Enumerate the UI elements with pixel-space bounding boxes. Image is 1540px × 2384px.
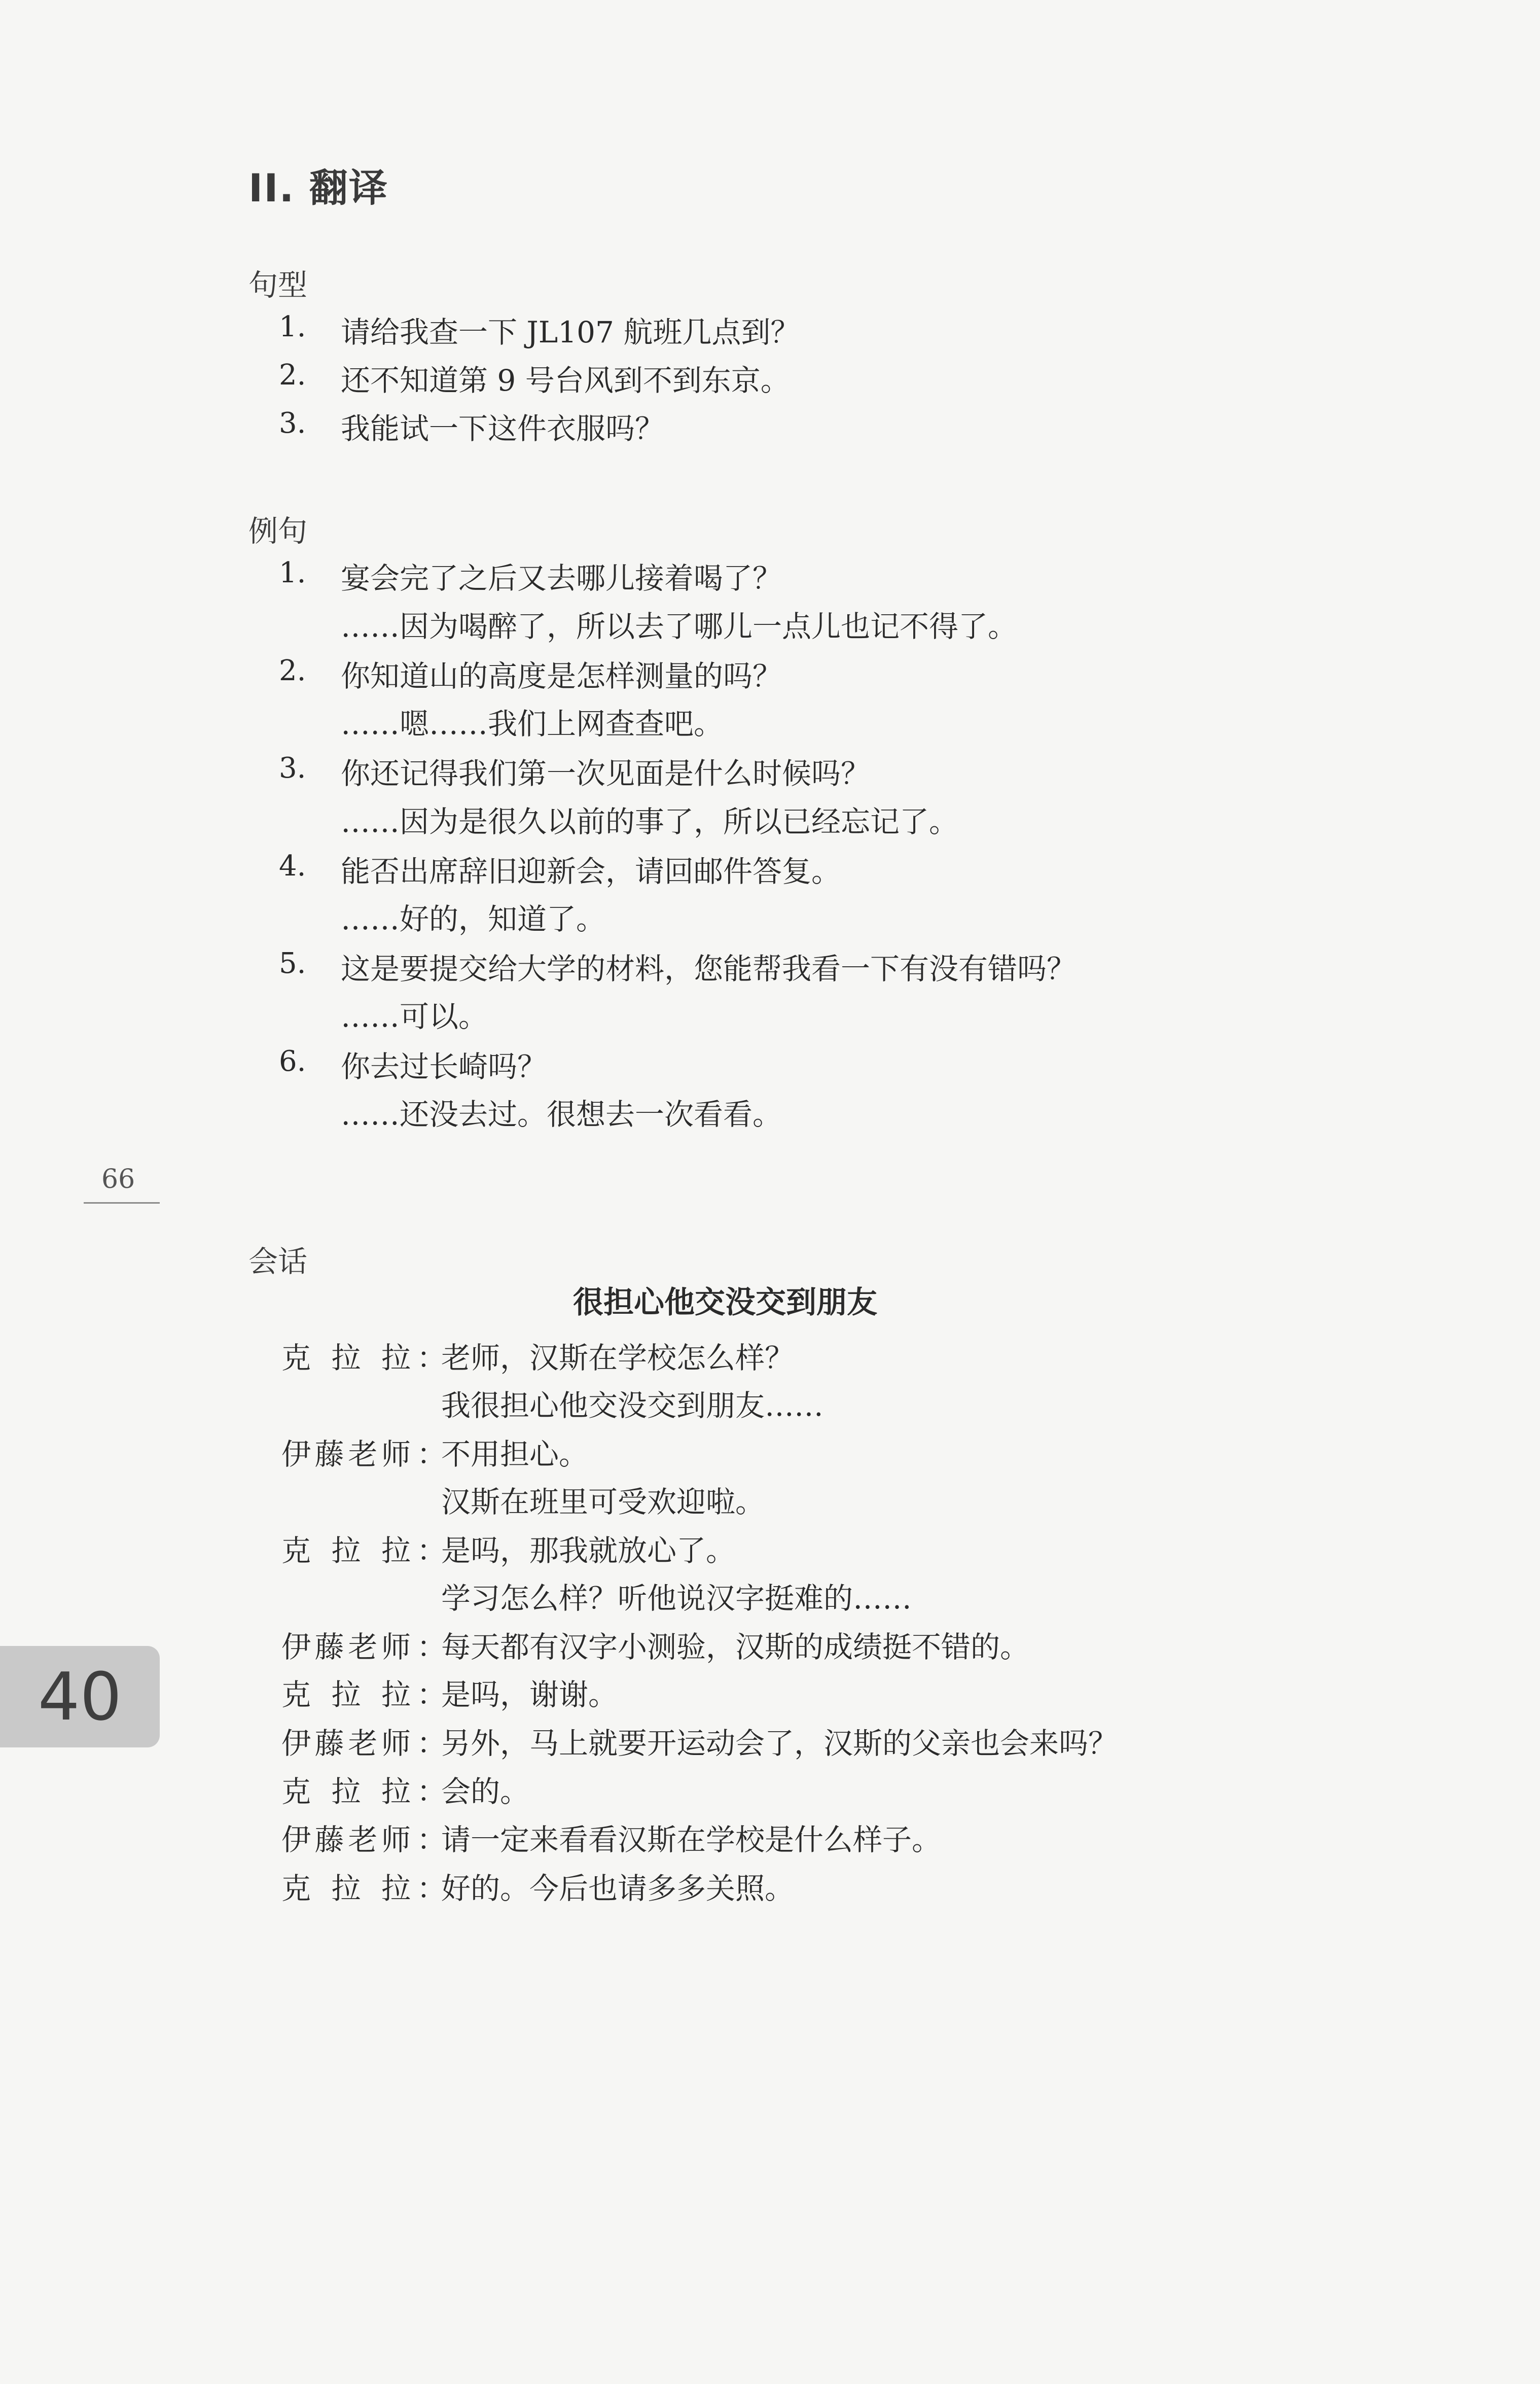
example-answer: ……因为喝醉了，所以去了哪儿一点儿也记不得了。 bbox=[341, 609, 1018, 644]
examples-label: 例句 bbox=[248, 514, 308, 548]
example-question: 能否出席辞旧迎新会，请回邮件答复。 bbox=[341, 854, 841, 889]
speaker-colon: ： bbox=[417, 1677, 447, 1712]
dialogue-line: 会的。 bbox=[441, 1774, 530, 1809]
speaker-name: 伊藤老师 bbox=[281, 1437, 411, 1471]
example-answer: ……嗯……我们上网查查吧。 bbox=[341, 707, 724, 741]
dialogue-line: 是吗，那我就放心了。 bbox=[441, 1533, 736, 1568]
speaker-name: 克拉拉 bbox=[281, 1677, 411, 1712]
example-number: 4. bbox=[279, 850, 306, 883]
page-number-rule bbox=[84, 1202, 160, 1204]
example-answer: ……可以。 bbox=[341, 999, 488, 1034]
speaker-name: 伊藤老师 bbox=[281, 1822, 411, 1857]
dialogue-line: 学习怎么样？听他说汉字挺难的…… bbox=[441, 1581, 912, 1616]
page-number: 66 bbox=[101, 1164, 135, 1195]
dialogue-line: 请一定来看看汉斯在学校是什么样子。 bbox=[441, 1822, 942, 1857]
example-number: 3. bbox=[279, 752, 306, 785]
dialogue-title: 很担心他交没交到朋友 bbox=[573, 1285, 877, 1320]
pattern-number: 2. bbox=[279, 359, 306, 392]
speaker-name: 克拉拉 bbox=[281, 1533, 411, 1568]
speaker-name: 伊藤老师 bbox=[281, 1630, 411, 1664]
dialogue-line: 是吗，谢谢。 bbox=[441, 1677, 618, 1712]
example-number: 2. bbox=[279, 654, 306, 687]
sentence-patterns-label: 句型 bbox=[248, 268, 308, 302]
conversation-label: 会话 bbox=[248, 1244, 308, 1279]
example-question: 你还记得我们第一次见面是什么时候吗？ bbox=[341, 756, 871, 791]
section-heading: II. 翻译 bbox=[248, 165, 388, 211]
speaker-colon: ： bbox=[417, 1822, 447, 1857]
speaker-colon: ： bbox=[417, 1341, 447, 1375]
example-number: 6. bbox=[279, 1045, 306, 1078]
dialogue-line: 好的。今后也请多多关照。 bbox=[441, 1871, 795, 1906]
dialogue-line: 每天都有汉字小测验，汉斯的成绩挺不错的。 bbox=[441, 1630, 1030, 1664]
speaker-colon: ： bbox=[417, 1871, 447, 1906]
example-question: 宴会完了之后又去哪儿接着喝了？ bbox=[341, 561, 782, 595]
lesson-number: 40 bbox=[38, 1658, 122, 1735]
dialogue-line: 另外，马上就要开运动会了，汉斯的父亲也会来吗？ bbox=[441, 1726, 1118, 1761]
speaker-colon: ： bbox=[417, 1533, 447, 1568]
example-number: 1. bbox=[279, 556, 306, 589]
example-question: 你知道山的高度是怎样测量的吗？ bbox=[341, 659, 782, 693]
pattern-text: 还不知道第 9 号台风到不到东京。 bbox=[341, 363, 790, 398]
example-answer: ……还没去过。很想去一次看看。 bbox=[341, 1097, 782, 1132]
speaker-name: 克拉拉 bbox=[281, 1341, 411, 1375]
speaker-colon: ： bbox=[417, 1630, 447, 1664]
speaker-name: 克拉拉 bbox=[281, 1871, 411, 1906]
example-question: 你去过长崎吗？ bbox=[341, 1049, 547, 1084]
speaker-colon: ： bbox=[417, 1774, 447, 1809]
speaker-colon: ： bbox=[417, 1726, 447, 1761]
example-answer: ……因为是很久以前的事了，所以已经忘记了。 bbox=[341, 804, 959, 839]
example-answer: ……好的，知道了。 bbox=[341, 902, 606, 936]
dialogue-line: 我很担心他交没交到朋友…… bbox=[441, 1388, 824, 1423]
speaker-name: 伊藤老师 bbox=[281, 1726, 411, 1761]
pattern-text: 请给我查一下 JL107 航班几点到？ bbox=[341, 315, 800, 349]
pattern-number: 3. bbox=[279, 407, 306, 440]
speaker-colon: ： bbox=[417, 1437, 447, 1471]
pattern-number: 1. bbox=[279, 310, 306, 343]
dialogue-line: 老师，汉斯在学校怎么样？ bbox=[441, 1341, 795, 1375]
speaker-name: 克拉拉 bbox=[281, 1774, 411, 1809]
dialogue-line: 不用担心。 bbox=[441, 1437, 589, 1471]
example-number: 5. bbox=[279, 947, 306, 980]
pattern-text: 我能试一下这件衣服吗？ bbox=[341, 411, 665, 446]
dialogue-line: 汉斯在班里可受欢迎啦。 bbox=[441, 1485, 765, 1519]
example-question: 这是要提交给大学的材料，您能帮我看一下有没有错吗？ bbox=[341, 952, 1077, 986]
